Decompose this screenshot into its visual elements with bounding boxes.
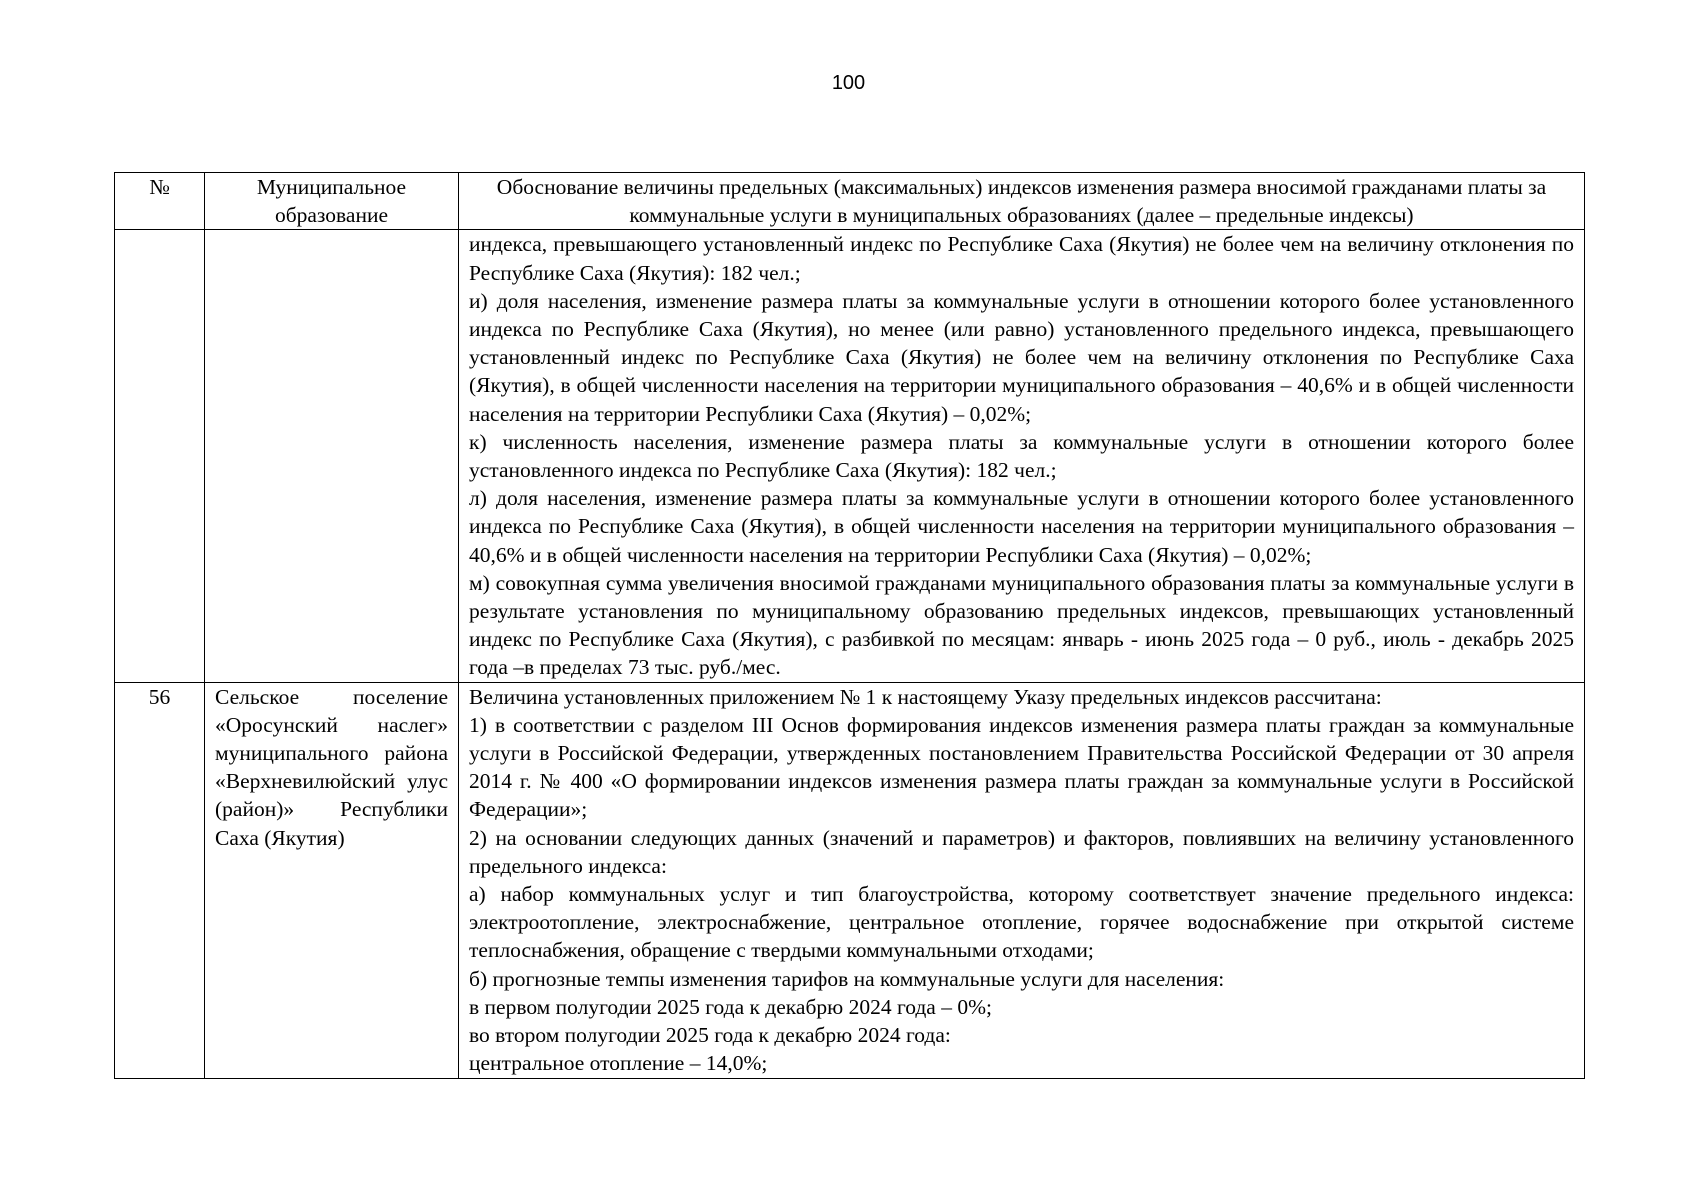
row-municipality: Сельское поселение «Оросунский наслег» муниципального района «Верхневилюйский улус (район)» Республики Саха (Якутия) — [205, 682, 459, 1078]
justification-table — [114, 172, 1585, 1079]
paragraph: б) прогнозные темпы изменения тарифов на коммунальные услуги для населения: — [469, 966, 1225, 991]
paragraph: 2) на основании следующих данных (значений и параметров) и факторов, повлиявших на величину установленного предельного индекса: — [469, 825, 1574, 878]
header-num: № — [115, 173, 205, 230]
paragraph: центральное отопление – 14,0%; — [469, 1051, 768, 1076]
header-municipality: Муниципальное образование — [205, 173, 459, 230]
header-justification: Обоснование величины предельных (максимальных) индексов изменения размера вносимой гражданами платы за коммунальные услуги в муниципальных образованиях (далее – предельные индексы) — [459, 173, 1585, 230]
paragraph: индекса, превышающего установленный индекс по Республике Саха (Якутия) не более чем на величину отклонения по Республике Саха (Якутия): 182 чел.; — [469, 232, 1574, 285]
paragraph: 1) в соответствии с разделом III Основ формирования индексов изменения размера платы граждан за коммунальные услуги в Российской Федерации, утвержденных постановлением Правительства Российской Федерации от 30 апреля 2014 г. № 400 «О формировании индексов изменения размера платы граждан за коммунальные услуги в Российской Федерации»; — [469, 712, 1574, 822]
paragraph: м) совокупная сумма увеличения вносимой гражданами муниципального образования платы за коммунальные услуги в результате установления по муниципальному образованию предельных индексов, превышающих установленный индекс по Республике Саха (Якутия), с разбивкой по месяцам: январь - июнь 2025 года – 0 руб., июль - декабрь 2025 года –в пределах 73 тыс. руб./мес. — [469, 570, 1574, 680]
row-num: 56 — [115, 682, 205, 1078]
paragraph: Величина установленных приложением № 1 к настоящему Указу предельных индексов рассчитана: — [469, 684, 1382, 709]
table-row — [115, 682, 1585, 1078]
row-justification — [459, 682, 1585, 1078]
row-justification — [459, 230, 1585, 682]
paragraph: в первом полугодии 2025 года к декабрю 2024 года – 0%; — [469, 994, 992, 1019]
row-num — [115, 230, 205, 682]
paragraph: и) доля населения, изменение размера платы за коммунальные услуги в отношении которого более установленного индекса по Республике Саха (Якутия), но менее (или равно) установленного предельного индекса, превышающего установленный индекс по Республике Саха (Якутия) не более чем на величину отклонения по Республике Саха (Якутия), в общей численности населения на территории муниципального образования – 40,6% и в общей численности населения на территории Республики Саха (Якутия) – 0,02%; — [469, 288, 1574, 426]
table-row — [115, 230, 1585, 682]
page-number: 100 — [831, 72, 866, 94]
table-header-row — [115, 173, 1585, 230]
paragraph: во втором полугодии 2025 года к декабрю 2024 года: — [469, 1023, 951, 1048]
paragraph: а) набор коммунальных услуг и тип благоустройства, которому соответствует значение предельного индекса: электроотопление, электроснабжение, центральное отопление, горячее водоснабжение при открытой системе теплоснабжения, обращение с твердыми коммунальными отходами; — [469, 882, 1574, 963]
paragraph: к) численность населения, изменение размера платы за коммунальные услуги в отношении которого более установленного индекса по Республике Саха (Якутия): 182 чел.; — [469, 429, 1574, 483]
row-municipality — [205, 230, 459, 682]
paragraph: л) доля населения, изменение размера платы за коммунальные услуги в отношении которого более установленного индекса по Республике Саха (Якутия), в общей численности населения на территории муниципального образования – 40,6% и в общей численности населения на территории Республики Саха (Якутия) – 0,02%; — [469, 486, 1574, 567]
